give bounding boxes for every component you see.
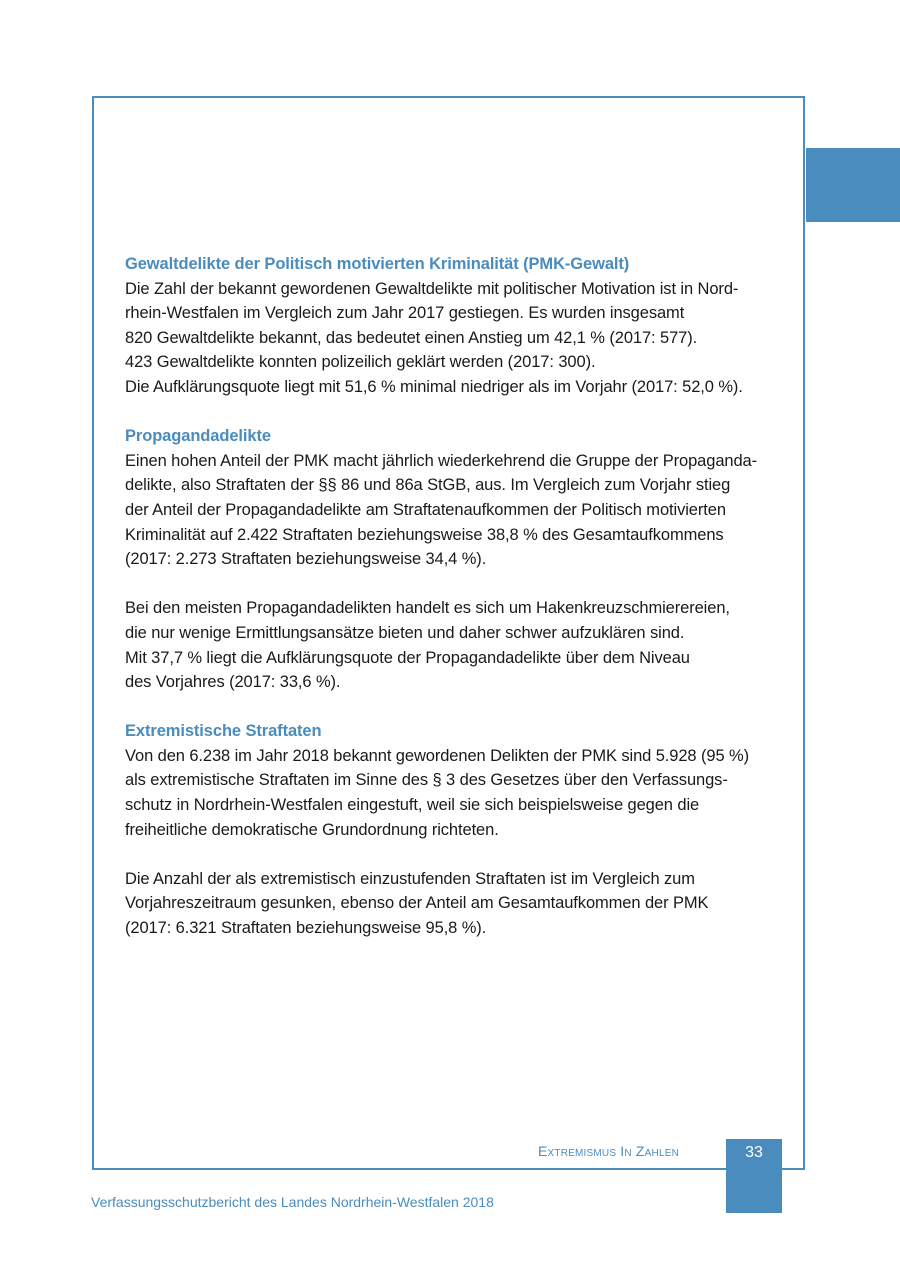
paragraph-line: Die Zahl der bekannt gewordenen Gewaltdelikte mit politischer Motivation ist in Nord- (125, 279, 739, 298)
footer-publication-title: Verfassungsschutzbericht des Landes Nordrhein-Westfalen 2018 (91, 1194, 494, 1210)
chapter-tab-marker (806, 148, 900, 222)
paragraph-line: die nur wenige Ermittlungsansätze bieten und daher schwer aufzuklären sind. (125, 623, 685, 642)
paragraph-line: Bei den meisten Propagandadelikten handelt es sich um Hakenkreuzschmierereien, (125, 599, 730, 618)
paragraph-line: Von den 6.238 im Jahr 2018 bekannt gewordenen Delikten der PMK sind 5.928 (95 %) (125, 746, 749, 765)
section-heading-extremistische-straftaten: Extremistische Straftaten (125, 722, 322, 741)
section-heading-propagandadelikte: Propagandadelikte (125, 427, 271, 446)
paragraph-line: Einen hohen Anteil der PMK macht jährlich wiederkehrend die Gruppe der Propaganda- (125, 451, 758, 470)
paragraph-line: (2017: 6.321 Straftaten beziehungsweise 95,8 %). (125, 919, 487, 938)
paragraph-line: schutz in Nordrhein-Westfalen eingestuft, weil sie sich beispielsweise gegen die (125, 796, 700, 815)
paragraph-line: Die Anzahl der als extremistisch einzustufenden Straftaten ist im Vergleich zum (125, 869, 695, 888)
paragraph-line: freiheitliche demokratische Grundordnung richteten. (125, 820, 499, 839)
paragraph-line: Kriminalität auf 2.422 Straftaten beziehungsweise 38,8 % des Gesamtaufkommens (125, 525, 724, 544)
page-number-box (726, 1139, 782, 1213)
paragraph-line: Mit 37,7 % liegt die Aufklärungsquote der Propagandadelikte über dem Niveau (125, 648, 690, 667)
section-heading-pmk-gewalt: Gewaltdelikte der Politisch motivierten Kriminalität (PMK-Gewalt) (125, 255, 630, 273)
page-number: 33 (745, 1144, 763, 1161)
paragraph-line: 820 Gewaltdelikte bekannt, das bedeutet einen Anstieg um 42,1 % (2017: 577). (125, 328, 698, 347)
paragraph-line: als extremistische Straftaten im Sinne des § 3 des Gesetzes über den Verfassungs- (125, 771, 728, 790)
paragraph-line: rhein-Westfalen im Vergleich zum Jahr 2017 gestiegen. Es wurden insgesamt (125, 304, 685, 323)
paragraph-line: delikte, also Straftaten der §§ 86 und 86a StGB, aus. Im Vergleich zum Vorjahr stieg (125, 476, 731, 495)
main-content (125, 252, 790, 941)
paragraph-line: 423 Gewaltdelikte konnten polizeilich geklärt werden (2017: 300). (125, 353, 596, 372)
footer-chapter-title: Extremismus In Zahlen (538, 1143, 679, 1159)
paragraph-line: (2017: 2.273 Straftaten beziehungsweise 34,4 %). (125, 550, 487, 569)
paragraph-line: des Vorjahres (2017: 33,6 %). (125, 673, 341, 692)
paragraph-line: Die Aufklärungsquote liegt mit 51,6 % minimal niedriger als im Vorjahr (2017: 52,0 %). (125, 377, 743, 396)
paragraph-line: der Anteil der Propagandadelikte am Straftatenaufkommen der Politisch motivierten (125, 500, 726, 519)
paragraph-line: Vorjahreszeitraum gesunken, ebenso der Anteil am Gesamtaufkommen der PMK (125, 894, 709, 913)
